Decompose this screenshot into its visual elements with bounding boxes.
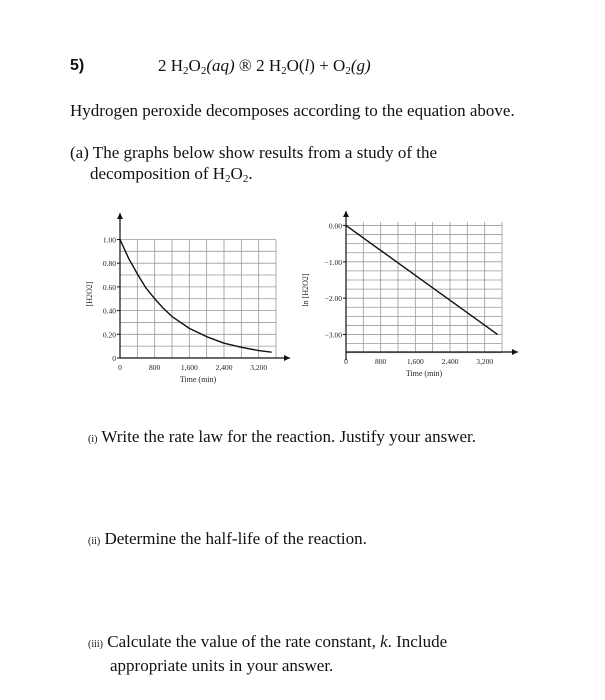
y-tick-label: 0.80 (102, 259, 116, 269)
part-a (70, 142, 540, 190)
y-tick-label: 0.40 (102, 306, 116, 316)
data-series-line (120, 239, 272, 352)
eq-reactant-h: H (170, 56, 184, 75)
question-i-text: Write the rate law for the reaction. Justify your answer. (101, 427, 477, 446)
eq-product2-sub: 2 (345, 65, 351, 77)
y-tick-label: 0.60 (102, 282, 116, 292)
question-iii (88, 631, 548, 676)
eq-plus: + (314, 56, 334, 75)
y-tick-label: −2.00 (324, 294, 342, 304)
eq-product1-state: l (304, 56, 310, 75)
x-tick-label: 3,200 (250, 363, 268, 372)
y-axis-label: [H2O2] (85, 281, 94, 307)
y-tick-label: 1.00 (102, 235, 116, 245)
x-tick-label: 800 (375, 357, 387, 366)
eq-reactant-sub1: 2 (183, 65, 189, 77)
x-tick-label: 1,600 (180, 363, 198, 372)
part-a-sub2: 2 (242, 173, 249, 185)
question-iii-k: k (380, 632, 388, 651)
x-tick-label: 1,600 (406, 357, 424, 366)
eq-product1-sub: 2 (281, 65, 287, 77)
question-ii-text: Determine the half-life of the reaction. (104, 529, 367, 548)
question-ii (88, 528, 367, 552)
question-iii-line1 (88, 631, 548, 655)
question-ii-numeral: (ii) (88, 536, 101, 547)
concentration-vs-time-chart (78, 208, 323, 403)
eq-product2-state: (g) (350, 56, 371, 75)
x-tick-label: 2,400 (215, 363, 233, 372)
eq-product1-coef: 2 (256, 56, 265, 75)
question-iii-line2: appropriate units in your answer. (110, 656, 334, 675)
y-tick-label: −1.00 (324, 257, 342, 267)
x-tick-label: 0 (118, 363, 122, 372)
intro-text: Hydrogen peroxide decomposes according to the equation above. (70, 101, 515, 120)
part-a-mid: O (230, 164, 243, 183)
eq-reactant-sub2: 2 (200, 65, 207, 77)
eq-product1-h: H (268, 56, 282, 75)
part-a-line1: (a) The graphs below show results from a study of the (70, 143, 437, 162)
y-tick-label: 0 (112, 354, 116, 363)
eq-reactant-o: O (188, 56, 201, 75)
x-axis-arrow (284, 355, 290, 361)
question-iii-numeral: (iii) (88, 639, 103, 650)
eq-reactant-state: (aq) (206, 56, 235, 75)
x-axis-label: Time (min) (179, 375, 217, 384)
question-i (88, 426, 476, 450)
y-tick-label: 0.20 (102, 330, 116, 340)
eq-arrow: ® (234, 56, 257, 75)
part-a-line2 (70, 163, 540, 190)
x-tick-label: 3,200 (476, 357, 494, 366)
eq-product1-o: O( (286, 56, 305, 75)
y-axis-label: ln [H2O2] (301, 273, 310, 307)
x-axis-label: Time (min) (405, 369, 443, 378)
y-tick-label: 0.00 (328, 221, 342, 231)
eq-product2-o: O (333, 56, 346, 75)
question-iii-text-pre: Calculate the value of the rate constant, (107, 632, 381, 651)
y-tick-label: −3.00 (324, 330, 342, 340)
eq-product1-close: ) (309, 56, 315, 75)
question-number: 5) (70, 57, 85, 74)
x-tick-label: 800 (149, 363, 161, 372)
part-a-sub1: 2 (225, 173, 231, 185)
ln-concentration-vs-time-chart (298, 208, 543, 403)
x-axis-arrow (512, 349, 518, 355)
y-axis-arrow (343, 211, 349, 217)
y-axis-arrow (117, 213, 123, 219)
question-i-numeral: (i) (88, 434, 98, 445)
x-tick-label: 0 (344, 357, 348, 366)
eq-reactant-coef: 2 (158, 56, 167, 75)
reaction-equation (158, 56, 371, 77)
part-a-line2-post: . (248, 164, 253, 183)
x-tick-label: 2,400 (441, 357, 459, 366)
part-a-line2-pre: decomposition of H (90, 164, 226, 183)
question-iii-text-post: . Include (387, 632, 448, 651)
